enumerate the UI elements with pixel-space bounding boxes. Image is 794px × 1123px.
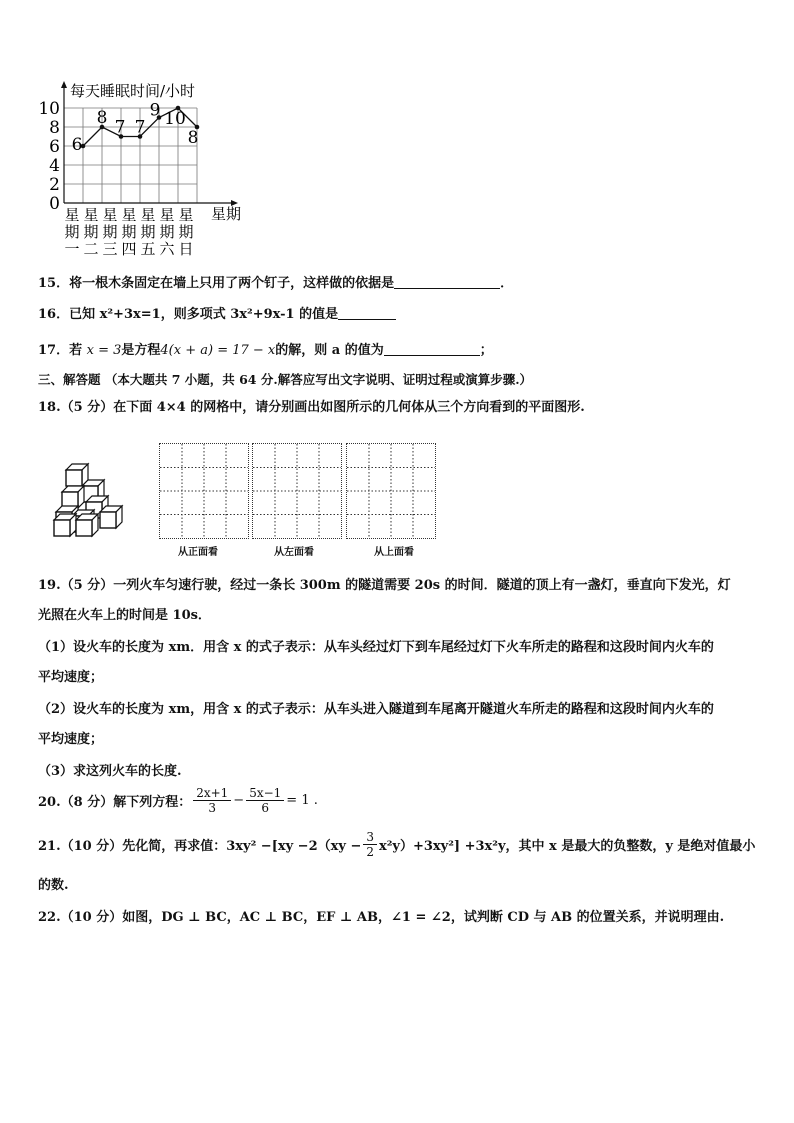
q21-prefix: 21.（10 分）先化简，再求值：3xy² −[xy −2（xy − [38,839,362,854]
q16-answer-blank[interactable] [338,306,396,320]
chart-x-category-label: 五 [140,240,156,258]
q15-answer-blank[interactable] [394,275,500,289]
chart-data-label: 6 [71,135,83,155]
question-19-part1-b: 平均速度； [38,670,104,685]
q20-fraction-1: $\frac{2x+1}{3}$ [193,786,231,815]
q15-text: 15．将一根木条固定在墙上只用了两个钉子，这样做的依据是 [38,276,395,291]
q17-suffix: 的解，则 a 的值为 [275,343,384,358]
chart-y-tick-label: 2 [49,175,60,195]
q20-minus: − [233,793,245,808]
label-front-view: 从正面看 [178,547,218,558]
question-19-line2: 光照在火车上的时间是 10s． [38,608,211,623]
chart-x-category-label: 星 [178,206,194,224]
question-20 [38,786,318,815]
question-18: 18.（5 分）在下面 4×4 的网格中，请分别画出如图所示的几何体从三个方向看到的平面图形. [38,400,585,415]
chart-data-label: 8 [187,128,199,148]
chart-data-label: 9 [149,100,161,121]
grid-lines [160,444,248,538]
chart-x-category-label: 期 [64,223,80,241]
chart-x-category-label: 星 [102,206,118,224]
q17-mid: 是方程 [121,343,161,358]
chart-data-label: 7 [114,117,126,138]
chart-y-axis-label: 每天睡眠时间/小时 [70,82,196,100]
chart-y-tick-label: 6 [49,137,60,157]
q20-prefix: 20.（8 分）解下列方程： [38,795,192,810]
question-16 [38,303,396,322]
chart-y-tick-label: 4 [49,156,60,176]
question-19-part2-a: （2）设火车的长度为 xm，用含 x 的式子表示：从车头进入隧道到车尾离开隧道火车所走的路程和这段时间内火车的 [38,702,714,717]
section-3-title: 三、解答题 （本大题共 7 小题，共 64 分.解答应写出文字说明、证明过程或演算步骤.） [38,372,533,387]
grid-left-view[interactable] [252,443,342,539]
chart-x-category-label: 期 [140,223,156,241]
q17-answer-blank[interactable] [384,342,480,356]
question-19-part3: （3）求这列火车的长度. [38,764,182,779]
q17-equation: 4(x + a) = 17 − x [160,343,276,358]
chart-x-category-label: 星 [159,206,175,224]
q17-end: ； [479,343,493,358]
chart-x-categories [64,206,193,258]
chart-x-category-label: 四 [121,240,137,258]
chart-x-category-label: 期 [121,223,137,241]
sleep-line-chart [36,78,266,258]
q17-prefix: 17．若 [38,343,83,358]
grid-lines [347,444,435,538]
chart-y-tick-label: 10 [38,99,60,119]
chart-x-category-label: 二 [83,240,99,258]
chart-x-category-label: 星 [64,206,80,224]
question-17 [38,339,493,358]
question-21-line2: 的数. [38,878,69,893]
chart-data-label: 7 [134,117,146,138]
q20-rhs: = 1 . [286,793,318,808]
q20-fraction-2: $\frac{5x-1}{6}$ [246,786,284,815]
question-19-part2-b: 平均速度； [38,732,104,747]
grid-front-view[interactable] [159,443,249,539]
grid-top-view[interactable] [346,443,436,539]
chart-x-category-label: 一 [64,240,80,258]
chart-x-category-label: 星 [140,206,156,224]
chart-x-category-label: 三 [102,240,118,258]
chart-data-label: 8 [96,108,108,128]
chart-x-category-label: 期 [83,223,99,241]
chart-data-labels [72,101,199,156]
question-21 [38,830,755,859]
chart-x-category-label: 期 [159,223,175,241]
grid-lines [253,444,341,538]
chart-y-tick-label: 0 [49,194,60,214]
chart-y-tick-label: 8 [49,118,60,138]
chart-data-label: 10 [164,109,186,129]
q21-fraction: $\frac{3}{2}$ [363,830,377,859]
cube-block [54,514,76,536]
chart-x-category-label: 星 [121,206,137,224]
label-left-view: 从左面看 [274,547,314,558]
question-19-part1-a: （1）设火车的长度为 xm．用含 x 的式子表示：从车头经过灯下到车尾经过灯下火车所走的路程和这段时间内火车的 [38,640,714,655]
cube-solid-figure [48,460,134,542]
chart-x-axis-label: 星期 [211,205,242,223]
question-22: 22.（10 分）如图，DG ⊥ BC，AC ⊥ BC，EF ⊥ AB，∠1 = ∠2，试判断 CD 与 AB 的位置关系，并说明理由. [38,910,725,925]
label-top-view: 从上面看 [374,547,414,558]
chart-x-category-label: 日 [178,240,194,258]
chart-y-axis-arrow [61,81,67,88]
question-15 [38,272,513,291]
chart-y-ticks [38,99,60,214]
q15-end: ． [500,276,514,291]
cube-block [76,514,98,536]
chart-x-category-label: 期 [102,223,118,241]
cube-block [100,506,122,528]
chart-x-category-label: 星 [83,206,99,224]
q21-suffix: x²y）+3xy²] +3x²y，其中 x 是最大的负整数，y 是绝对值最小 [378,839,756,854]
q17-condition: x = 3 [86,343,122,358]
chart-x-category-label: 六 [159,240,175,258]
q16-text: 16．已知 x²+3x=1，则多项式 3x²+9x-1 的值是 [38,307,339,322]
question-19-line1: 19.（5 分）一列火车匀速行驶，经过一条长 300m 的隧道需要 20s 的时间．隧道的顶上有一盏灯，垂直向下发光，灯 [38,578,731,593]
chart-x-category-label: 期 [178,223,194,241]
cube-block [62,486,84,508]
